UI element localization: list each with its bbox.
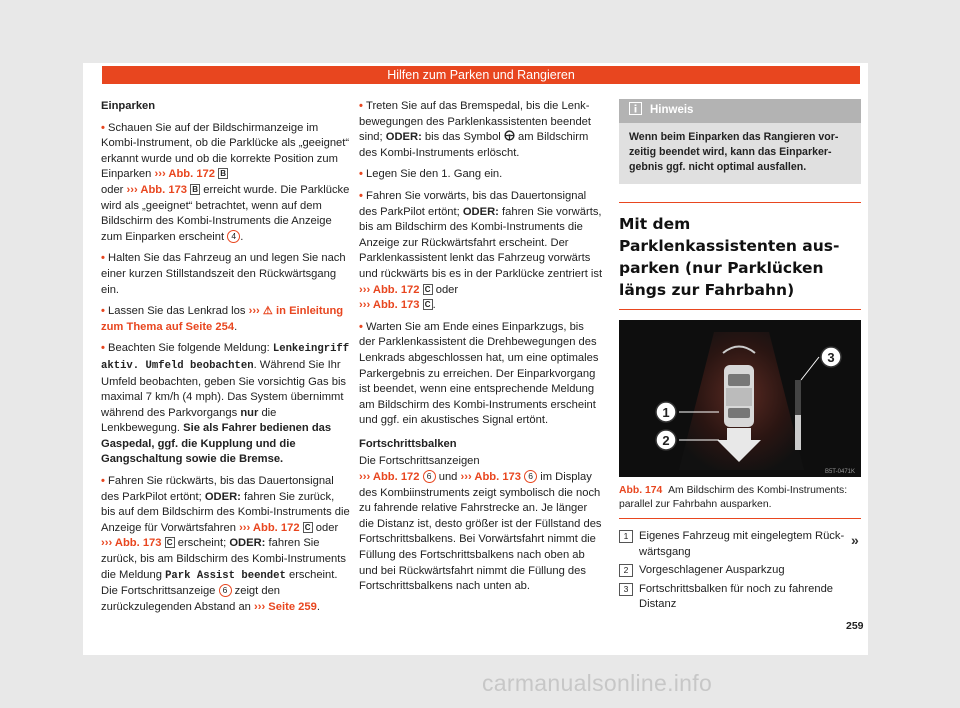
link-abb-172[interactable]: ››› Abb. 172 bbox=[239, 521, 300, 534]
step-3: • Lassen Sie das Lenkrad los ››› ⚠ in Einleitung zum Thema auf Seite 254. bbox=[101, 304, 351, 335]
step-9: • Warten Sie am Ende eines Einparkzugs, bis der Parklenkassistent die Drehbewegungen des Lenkrads abgeschlossen hat, um eine optimales Parkergebnis zu erreichen. Der Einparkvorgang ist beendet, wenn eine entsprechende Meldung am Bildschirm des Kombi-Instruments erscheint und ggf. ein akustisches Signal ertönt. bbox=[359, 320, 603, 429]
hinweis-box bbox=[619, 99, 861, 184]
display-message: Park Assist beendet bbox=[165, 569, 286, 582]
link-abb-172[interactable]: ››› Abb. 172 bbox=[359, 471, 420, 484]
step-1: • Schauen Sie auf der Bildschirmanzeige im Kombi-Instrument, ob die Parklücke als „geeignet“ erkannt wurde und ob die korrekte Position zum Einparken ››› Abb. 172 B oder ››› Abb. 173 B erreicht wurde. Die Parklücke wird als „geeignet“ betrachtet, wenn auf dem Bildschirm des Kombi-Instruments die Anzeige zum Einparken erscheint 4 . bbox=[101, 121, 351, 246]
section-title-ausparken: Mit dem Parklenkassistenten ausparken (nur Parklücken längs zur Fahrbahn) bbox=[619, 202, 861, 310]
info-icon bbox=[629, 102, 642, 121]
callout-1-label: 1 bbox=[662, 405, 670, 420]
display-message: Lenkeingriff aktiv. Umfeld beobachten bbox=[101, 343, 350, 372]
column-3 bbox=[619, 99, 861, 616]
link-abb-173[interactable]: ››› Abb. 173 bbox=[359, 299, 420, 312]
legend-item: 3 Fortschrittsbalken für noch zu fahrende Distanz bbox=[619, 582, 861, 613]
link-abb-173[interactable]: ››› Abb. 173 bbox=[101, 537, 162, 550]
callout-3-label: 3 bbox=[827, 350, 835, 365]
page-header: Hilfen zum Parken und Rangieren bbox=[102, 66, 860, 84]
page-number: 259 bbox=[846, 620, 864, 632]
watermark: carmanualsonline.info bbox=[482, 670, 713, 696]
circled-number: 4 bbox=[227, 230, 240, 243]
link-warning-page-254[interactable]: ››› ⚠ in Einleitung zum Thema auf Seite 254 bbox=[101, 305, 344, 333]
figure-abb-174 bbox=[619, 320, 861, 477]
box-label: B bbox=[190, 184, 200, 195]
paragraph-fortschritt: Die Fortschrittsanzeigen ››› Abb. 172 6 und ››› Abb. 173 6 im Display des Kombiinstruments zeigt symbolisch die noch zu fahrende relative Fahrstrecke an. Je länger die Distanz ist, desto größer ist der Füllstand des Fortschrittsbalkens. Bei Vorwärtsfahrt nimmt die Füllung des Fortschrittsbalkens nach oben ab und bei Rückwärtsfahrt nimmt die Füllung des Fortschrittsbalkens nach unten ab. bbox=[359, 455, 602, 593]
steering-wheel-icon bbox=[504, 131, 515, 143]
heading-fortschrittsbalken: Fortschrittsbalken bbox=[359, 437, 457, 450]
box-label: C bbox=[423, 299, 433, 310]
step-8: • Fahren Sie vorwärts, bis das Dauertonsignal des ParkPilot ertönt; ODER: fahren Sie vorwärts, bis am Bildschirm des Kombi-Instruments die Anzeige zur Rückwärtsfahrt erscheint. Der Parklenkassistent lenkt das Fahrzeug vorwärts und rückwärts bis es in der Parklücke zentriert ist ››› Abb. 172 C oder ››› Abb. 173 C . bbox=[359, 189, 603, 314]
box-label: B bbox=[218, 168, 228, 179]
step-4: • Beachten Sie folgende Meldung: Lenkeingriff aktiv. Umfeld beobachten. Während Sie Ihr Umfeld beobachten, geben Sie vorsichtig Gas bis maximal 7 km/h (4 mph). Das System übernimmt während des Parkvorgangs nur die Lenkbewegung. Sie als Fahrer bedienen das Gaspedal, ggf. die Kupplung und die Gangschaltung sowie die Bremse. bbox=[101, 341, 351, 468]
box-label: C bbox=[165, 537, 175, 548]
step-2: • Halten Sie das Fahrzeug an und legen Sie nach einer kurzen Stillstandszeit den Rückwärtsgang ein. bbox=[101, 251, 351, 298]
link-abb-172[interactable]: ››› Abb. 172 bbox=[154, 168, 215, 181]
step-6: • Treten Sie auf das Bremspedal, bis die Lenkbewegungen des Parklenkassistenten beendet sind; ODER: bis das Symbol am Bildschirm des Kombi-Instruments erlöscht. bbox=[359, 99, 603, 161]
hinweis-header: Hinweis bbox=[619, 99, 861, 123]
progress-bar-fill bbox=[795, 415, 801, 450]
continue-chevron: » bbox=[851, 532, 859, 548]
step-7: • Legen Sie den 1. Gang ein. bbox=[359, 167, 603, 183]
hinweis-text: Wenn beim Einparken das Rangieren vorzeitig beendet wird, kann das Einparkergebnis ggf. nicht optimal ausfallen. bbox=[629, 131, 839, 173]
link-abb-172[interactable]: ››› Abb. 172 bbox=[359, 283, 420, 296]
link-abb-173[interactable]: ››› Abb. 173 bbox=[126, 183, 188, 196]
figure-caption: Abb. 174 Am Bildschirm des Kombi-Instruments: parallel zur Fahrbahn ausparken. bbox=[619, 484, 861, 519]
heading-einparken: Einparken bbox=[101, 100, 156, 112]
column-1 bbox=[101, 99, 351, 621]
legend-item: 2 Vorgeschlagener Ausparkzug bbox=[619, 563, 861, 579]
link-page-259[interactable]: ››› Seite 259 bbox=[254, 600, 317, 613]
legend-item: 1 Eigenes Fahrzeug mit eingelegtem Rückwärtsgang bbox=[619, 529, 861, 560]
box-label: C bbox=[423, 284, 433, 295]
callout-2-label: 2 bbox=[662, 433, 670, 448]
figure-code: B5T-0471K bbox=[824, 469, 855, 475]
circled-number: 6 bbox=[423, 470, 436, 483]
link-abb-173[interactable]: ››› Abb. 173 bbox=[460, 471, 521, 484]
circled-number: 6 bbox=[219, 584, 232, 597]
box-label: C bbox=[303, 522, 313, 533]
column-2 bbox=[359, 99, 603, 601]
figure-legend bbox=[619, 529, 861, 613]
step-5: • Fahren Sie rückwärts, bis das Dauertonsignal des ParkPilot ertönt; ODER: fahren Sie zurück, bis auf dem Bildschirm des Kombi-Instruments die Anzeige für Vorwärtsfahren ››› Abb. 172 C oder ››› Abb. 173 C erscheint; ODER: fahren Sie zurück, bis am Bildschirm des Kombi-Instruments die Meldung Park Assist beendet erscheint. Die Fortschrittsanzeige 6 zeigt den zurückzulegenden Abstand an ››› Seite 259. bbox=[101, 474, 351, 615]
circled-number: 6 bbox=[524, 470, 537, 483]
parking-display-illustration bbox=[619, 320, 861, 477]
